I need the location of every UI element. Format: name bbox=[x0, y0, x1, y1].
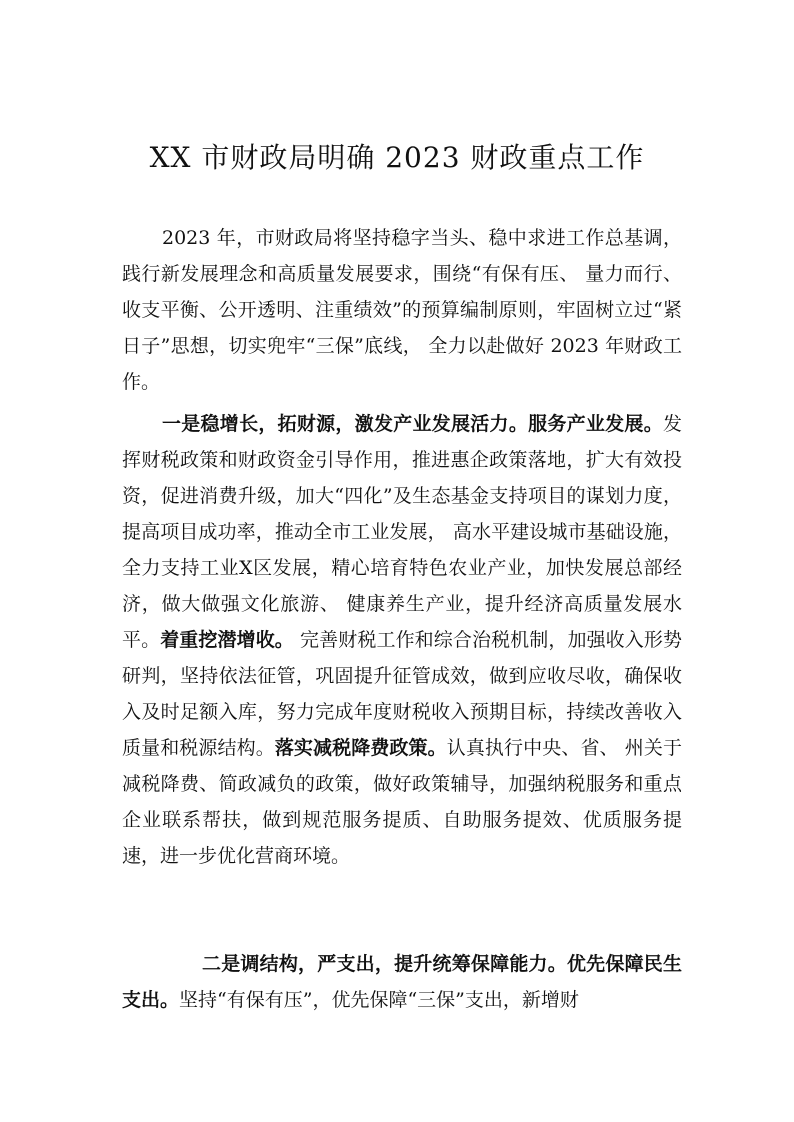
intro-paragraph bbox=[122, 220, 682, 400]
intro-paragraph-text: 2023 年，市财政局将坚持稳字当头、稳中求进工作总基调，践行新发展理念和高质量发展要求，围绕“有保有压、 量力而行、收支平衡、公开透明、注重绩效”的预算编制原则，牢固树立过“紧日子”思想，切实兜牢“三保”底线， 全力以赴做好 2023 年财政工作。 bbox=[122, 227, 682, 393]
section-one-subheading-3: 落实减税降费政策。 bbox=[274, 737, 447, 759]
section-one-text-2: 完善财税工作和综合治税机制，加强收入形势研判，坚持依法征管，巩固提升征管成效，做到应收尽收，确保收入及时足额入库，努力完成年度财税收入预期目标，持续改善收入质量和税源结构。 bbox=[122, 629, 682, 759]
section-two-paragraph bbox=[122, 946, 682, 1018]
section-one-text-3: 认真执行中央、省、 州关于减税降费、简政减负的政策，做好政策辅导，加强纳税服务和重点企业联系帮扶，做到规范服务提质、自助服务提效、优质服务提速，进一步优化营商环境。 bbox=[122, 737, 682, 867]
section-one-text-1: 发挥财税政策和财政资金引导作用，推进惠企政策落地，扩大有效投资，促进消费升级，加大“四化”及生态基金支持项目的谋划力度，提高项目成功率，推动全市工业发展， 高水平建设城市基础设施，全力支持工业X区发展，精心培育特色农业产业，加快发展总部经济，做大做强文化旅游、 健康养生产业，提升经济高质量发展水平。 bbox=[122, 413, 682, 651]
section-one-paragraph bbox=[122, 406, 682, 874]
section-one-subheading-2: 着重挖潜增收。 bbox=[160, 629, 294, 651]
section-two-text-1: 坚持“有保有压”，优先保障“三保”支出，新增财 bbox=[179, 989, 579, 1011]
page-title: XX 市财政局明确 2023 财政重点工作 bbox=[149, 141, 645, 174]
section-two-heading: 二是调结构，严支出，提升统筹保障能力。优先保障民生支出。 bbox=[122, 953, 682, 1011]
section-one-heading: 一是稳增长，拓财源，激发产业发展活力。服务产业发展。 bbox=[162, 413, 663, 435]
